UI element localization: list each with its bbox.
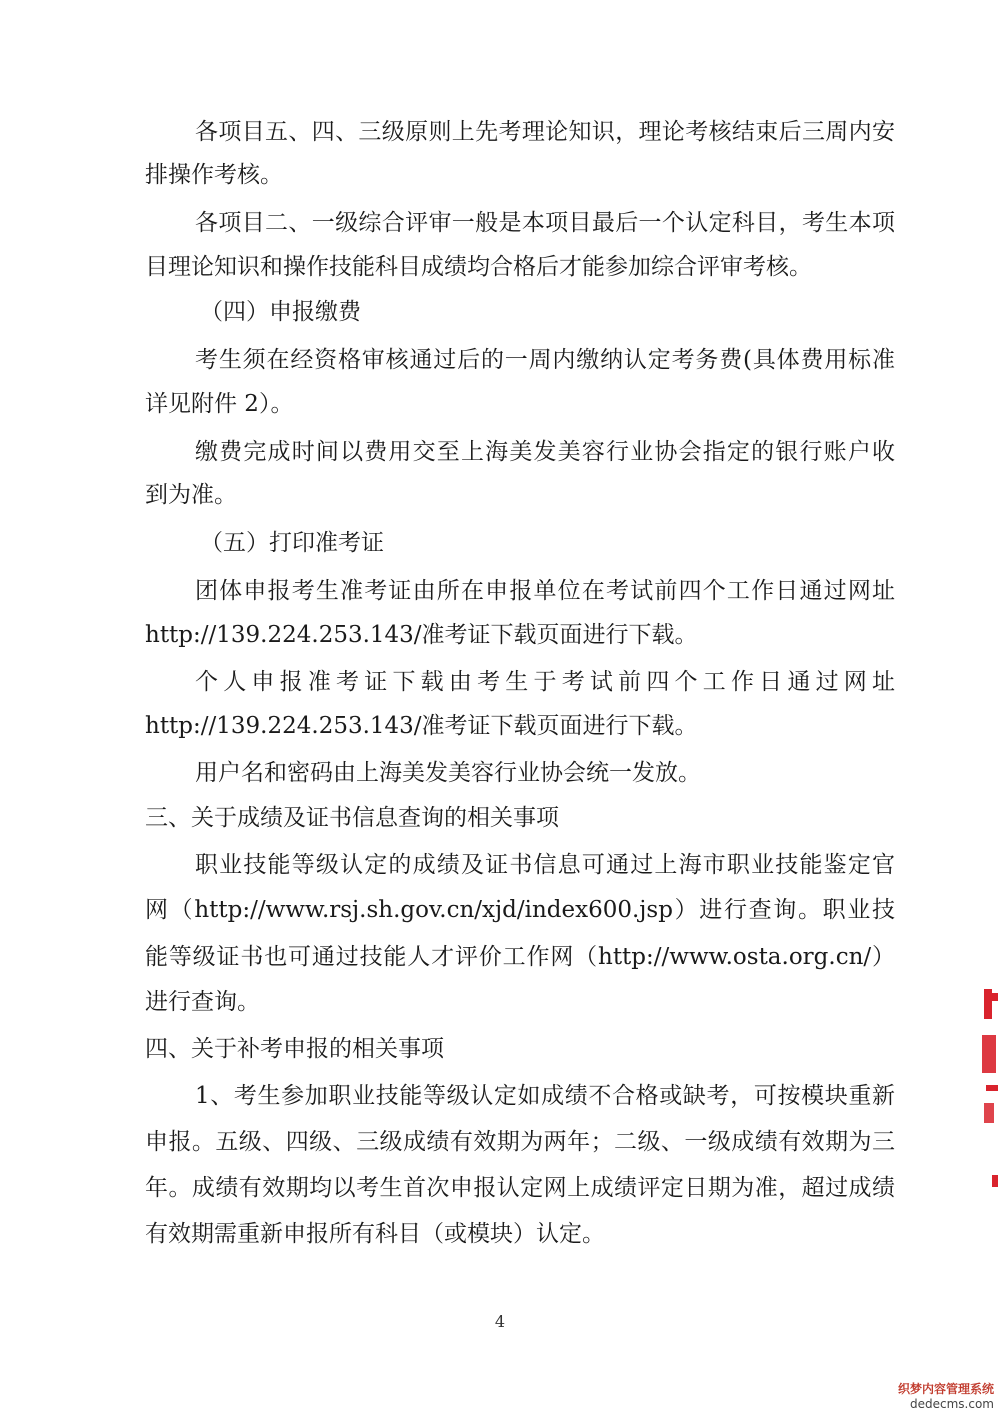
paragraph-4-line-1: 缴费完成时间以费用交至上海美发美容行业协会指定的银行账户收 bbox=[195, 439, 895, 465]
paragraph-6-line-2: http://139.224.253.143/准考证下载页面进行下载。 bbox=[145, 713, 698, 739]
site-watermark bbox=[864, 1382, 994, 1412]
page-number: 4 bbox=[494, 1312, 506, 1331]
paragraph-8-line-4: 进行查询。 bbox=[145, 989, 260, 1015]
paragraph-9-line-2: 申报。五级、四级、三级成绩有效期为两年；二级、一级成绩有效期为三 bbox=[145, 1129, 895, 1155]
paragraph-5-line-2: http://139.224.253.143/准考证下载页面进行下载。 bbox=[145, 622, 698, 648]
watermark-title: 织梦内容管理系统 bbox=[897, 1382, 994, 1396]
section-heading-admission-ticket: （五）打印准考证 bbox=[200, 530, 384, 556]
paragraph-7-line-1: 用户名和密码由上海美发美容行业协会统一发放。 bbox=[195, 760, 701, 786]
seal-stamp-fragment bbox=[978, 985, 1000, 1190]
paragraph-4-line-2: 到为准。 bbox=[145, 482, 237, 508]
paragraph-2-line-1: 各项目二、一级综合评审一般是本项目最后一个认定科目，考生本项 bbox=[195, 210, 895, 236]
section-heading-retake: 四、关于补考申报的相关事项 bbox=[145, 1036, 444, 1062]
paragraph-8-line-1: 职业技能等级认定的成绩及证书信息可通过上海市职业技能鉴定官 bbox=[195, 852, 895, 878]
paragraph-5-line-1: 团体申报考生准考证由所在申报单位在考试前四个工作日通过网址 bbox=[195, 578, 895, 604]
paragraph-9-line-1: 1、考生参加职业技能等级认定如成绩不合格或缺考，可按模块重新 bbox=[195, 1083, 895, 1109]
section-heading-fee: （四）申报缴费 bbox=[200, 299, 361, 325]
paragraph-3-line-2: 详见附件 2）。 bbox=[145, 391, 294, 417]
paragraph-1-line-1: 各项目五、四、三级原则上先考理论知识，理论考核结束后三周内安 bbox=[195, 119, 895, 145]
paragraph-9-line-4: 有效期需重新申报所有科目（或模块）认定。 bbox=[145, 1221, 605, 1247]
paragraph-1-line-2: 排操作考核。 bbox=[145, 162, 283, 188]
section-heading-results-query: 三、关于成绩及证书信息查询的相关事项 bbox=[145, 805, 559, 831]
paragraph-6-line-1: 个人申报准考证下载由考生于考试前四个工作日通过网址 bbox=[195, 669, 895, 695]
paragraph-3-line-1: 考生须在经资格审核通过后的一周内缴纳认定考务费(具体费用标准 bbox=[195, 347, 895, 373]
paragraph-8-line-2: 网（http://www.rsj.sh.gov.cn/xjd/index600.jsp）进行查询。职业技 bbox=[145, 897, 895, 923]
paragraph-8-line-3: 能等级证书也可通过技能人才评价工作网（http://www.osta.org.cn/） bbox=[145, 944, 895, 970]
paragraph-9-line-3: 年。成绩有效期均以考生首次申报认定网上成绩评定日期为准，超过成绩 bbox=[145, 1175, 895, 1201]
watermark-domain: dedecms.com bbox=[910, 1397, 994, 1411]
paragraph-2-line-2: 目理论知识和操作技能科目成绩均合格后才能参加综合评审考核。 bbox=[145, 254, 812, 280]
